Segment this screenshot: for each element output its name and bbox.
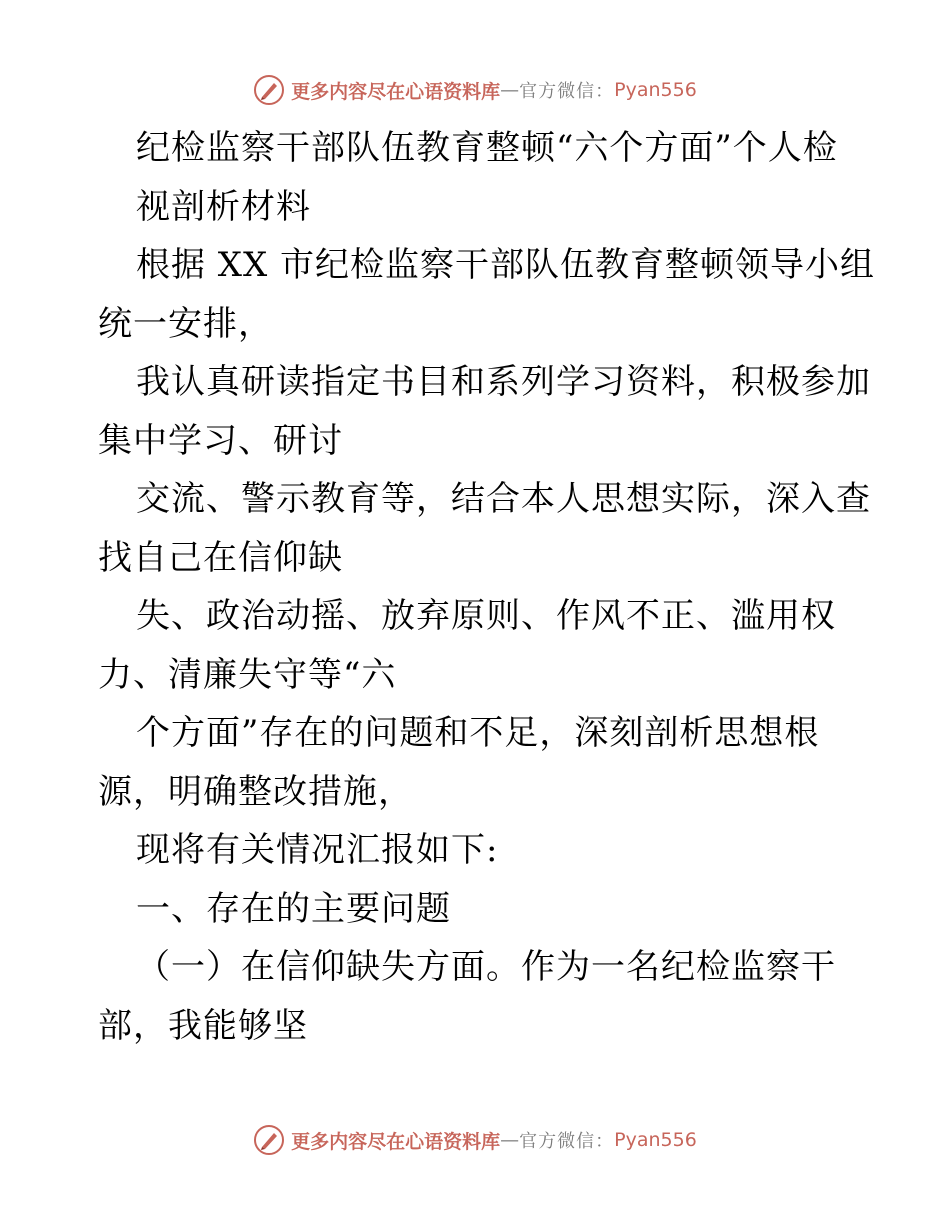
header-watermark bbox=[0, 72, 950, 108]
pen-logo-icon bbox=[253, 74, 285, 106]
text-line: 个方面”存在的问题和不足，深刻剖析思想根 bbox=[136, 713, 820, 753]
watermark-wechat-label: 官方微信： bbox=[519, 1131, 615, 1152]
section-heading: 一、存在的主要问题 bbox=[136, 888, 451, 929]
text-line: 部，我能够坚 bbox=[98, 1005, 308, 1046]
text-line: 交流、警示教育等，结合本人思想实际，深入查 bbox=[136, 479, 871, 519]
watermark-wechat-id: Pyan556 bbox=[614, 79, 697, 101]
text-line: 我认真研读指定书目和系列学习资料，积极参加 bbox=[136, 362, 871, 402]
text-line: 现将有关情况汇报如下: bbox=[136, 830, 499, 870]
text-line: 根据 XX 市纪检监察干部队伍教育整顿领导小组 bbox=[136, 245, 876, 285]
text-line: 失、政治动摇、放弃原则、作风不正、滥用权 bbox=[136, 596, 836, 636]
watermark-brand: 更多内容尽在心语资料库 bbox=[291, 1130, 501, 1153]
watermark-wechat-label: 官方微信： bbox=[519, 81, 615, 102]
text-line: 统一安排， bbox=[98, 303, 273, 344]
document-body bbox=[98, 119, 876, 1055]
text-line: 找自己在信仰缺 bbox=[98, 537, 343, 578]
text-line: 视剖析材料 bbox=[136, 186, 311, 227]
watermark-wechat-id: Pyan556 bbox=[614, 1129, 697, 1151]
watermark-separator: — bbox=[500, 1129, 520, 1151]
text-line: 源，明确整改措施， bbox=[98, 771, 413, 812]
text-line: 集中学习、研讨 bbox=[98, 420, 343, 461]
watermark-brand: 更多内容尽在心语资料库 bbox=[291, 80, 501, 103]
text-line: （一）在信仰缺失方面。作为一名纪检监察干 bbox=[136, 947, 836, 987]
footer-watermark bbox=[0, 1122, 950, 1158]
text-line: 力、清廉失守等“六 bbox=[98, 654, 397, 695]
watermark-separator: — bbox=[500, 79, 520, 101]
text-line: 纪检监察干部队伍教育整顿“六个方面”个人检 bbox=[136, 128, 838, 168]
pen-logo-icon bbox=[253, 1124, 285, 1156]
